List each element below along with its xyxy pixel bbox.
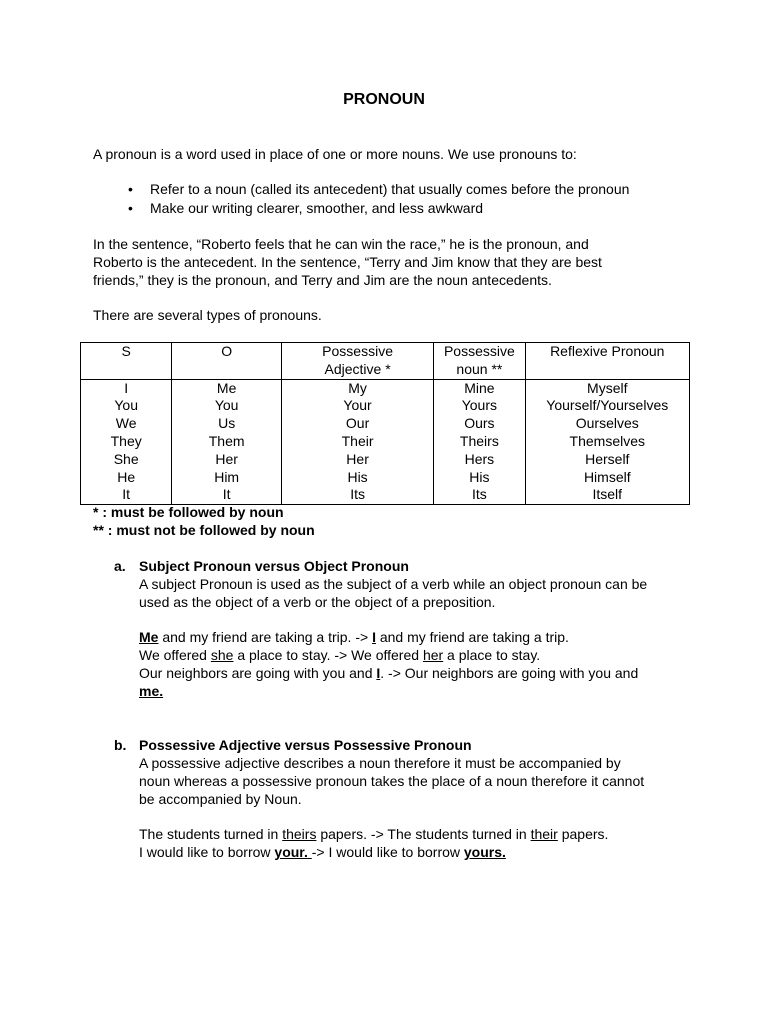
table-cell: Your [281, 397, 433, 415]
table-row [81, 397, 690, 415]
header-object: O [172, 343, 282, 380]
sentence-text: papers. -> The students turned in [316, 826, 531, 842]
table-cell: Myself [525, 379, 689, 397]
section-b [114, 736, 674, 861]
table-cell: Himself [525, 469, 689, 487]
list-item: • Make our writing clearer, smoother, and less awkward [128, 199, 629, 218]
sentence-text: and my friend are taking a trip. [375, 629, 569, 645]
table-cell: Itself [525, 486, 689, 504]
table-cell: Her [172, 451, 282, 469]
emphasized-word: me. [139, 683, 164, 699]
emphasized-word: Me [139, 629, 159, 645]
table-cell: My [281, 379, 433, 397]
header-line: Adjective * [324, 360, 391, 377]
header-line: Possessive [322, 343, 393, 359]
header-line: noun ** [456, 360, 503, 377]
table-cell: Its [434, 486, 525, 504]
table-cell: Him [172, 469, 282, 487]
section-text: used as the object of a verb or the object of a preposition. [139, 594, 496, 610]
table-body [81, 379, 690, 505]
note-line: * : must be followed by noun [93, 504, 284, 520]
sentence-text: and my friend are taking a trip. -> [158, 629, 373, 645]
table-cell: Them [172, 433, 282, 451]
emphasized-word: she [210, 647, 234, 663]
example-line: Roberto is the antecedent. In the sentence, “Terry and Jim know that they are best [93, 254, 602, 270]
header-reflexive: Reflexive Pronoun [525, 343, 689, 380]
table-cell: Ours [434, 415, 525, 433]
example-paragraph [93, 235, 713, 289]
table-cell: His [434, 469, 525, 487]
sentence-text: -> I would like to borrow [311, 844, 464, 860]
section-heading: Possessive Adjective versus Possessive Pronoun [139, 737, 472, 753]
table-cell: Hers [434, 451, 525, 469]
table-cell: Its [281, 486, 433, 504]
table-row [81, 433, 690, 451]
table-row [81, 415, 690, 433]
section-heading: Subject Pronoun versus Object Pronoun [139, 558, 409, 574]
table-header-row [81, 343, 690, 380]
table-cell: Mine [434, 379, 525, 397]
sentence-text: papers. [557, 826, 609, 842]
section-text: noun whereas a possessive pronoun takes the place of a noun therefore it cannot [139, 773, 645, 789]
sentence-text: We offered [139, 647, 211, 663]
table-row [81, 469, 690, 487]
header-subject: S [81, 343, 172, 380]
table-cell: Theirs [434, 433, 525, 451]
section-a [114, 557, 674, 700]
sentence-text: The students turned in [139, 826, 283, 842]
table-cell: You [172, 397, 282, 415]
list-item: • Refer to a noun (called its antecedent) that usually comes before the pronoun [128, 180, 629, 199]
section-label: b. [114, 737, 127, 753]
table-cell: You [81, 397, 172, 415]
table-cell: It [172, 486, 282, 504]
section-text: A possessive adjective describes a noun therefore it must be accompanied by [139, 755, 621, 771]
intro-paragraph: A pronoun is a word used in place of one or more nouns. We use pronouns to: [93, 146, 577, 162]
emphasized-word: theirs [282, 826, 317, 842]
emphasized-word: her [422, 647, 444, 663]
purpose-list [128, 180, 629, 218]
types-intro: There are several types of pronouns. [93, 307, 322, 323]
example-sentence [139, 682, 674, 700]
section-label: a. [114, 558, 126, 574]
table-cell: Herself [525, 451, 689, 469]
emphasized-word: your. [274, 844, 312, 860]
example-sentence [139, 628, 674, 646]
table-row [81, 379, 690, 397]
example-sentence [139, 664, 674, 682]
table-notes [93, 503, 315, 539]
emphasized-word: their [530, 826, 558, 842]
section-text: A subject Pronoun is used as the subject of a verb while an object pronoun can be [139, 576, 648, 592]
sentence-text: Our neighbors are going with you and [139, 665, 377, 681]
example-sentence [139, 825, 674, 843]
table-cell: Themselves [525, 433, 689, 451]
sentence-text: a place to stay. [443, 647, 541, 663]
table-cell: Their [281, 433, 433, 451]
emphasized-word: I [372, 629, 376, 645]
example-line: friends,” they is the pronoun, and Terry and Jim are the noun antecedents. [93, 272, 552, 288]
table-cell: She [81, 451, 172, 469]
header-possessive-adjective [281, 343, 433, 380]
emphasized-word: I [376, 665, 381, 681]
table-cell: He [81, 469, 172, 487]
emphasized-word: yours. [463, 844, 506, 860]
table-cell: Yours [434, 397, 525, 415]
page-title: PRONOUN [343, 91, 425, 108]
sentence-text: I would like to borrow [139, 844, 275, 860]
table-cell: Yourself/Yourselves [525, 397, 689, 415]
table-cell: Ourselves [525, 415, 689, 433]
table-row [81, 486, 690, 504]
example-sentence [139, 646, 674, 664]
header-line: Possessive [443, 343, 515, 359]
example-sentence [139, 843, 674, 861]
table-cell: His [281, 469, 433, 487]
table-cell: Me [172, 379, 282, 397]
table-cell: Our [281, 415, 433, 433]
table-cell: We [81, 415, 172, 433]
section-text: be accompanied by Noun. [139, 791, 302, 807]
table-row [81, 451, 690, 469]
example-line: In the sentence, “Roberto feels that he can win the race,” he is the pronoun, and [93, 236, 589, 252]
table-cell: Us [172, 415, 282, 433]
table-cell: They [81, 433, 172, 451]
table-cell: Her [281, 451, 433, 469]
sentence-text: a place to stay. -> We offered [233, 647, 423, 663]
note-line: ** : must not be followed by noun [93, 522, 315, 538]
pronoun-table [80, 342, 690, 505]
table-cell: It [81, 486, 172, 504]
header-possessive-noun [434, 343, 525, 380]
sentence-text: . -> Our neighbors are going with you and [380, 665, 639, 681]
table-cell: I [81, 379, 172, 397]
